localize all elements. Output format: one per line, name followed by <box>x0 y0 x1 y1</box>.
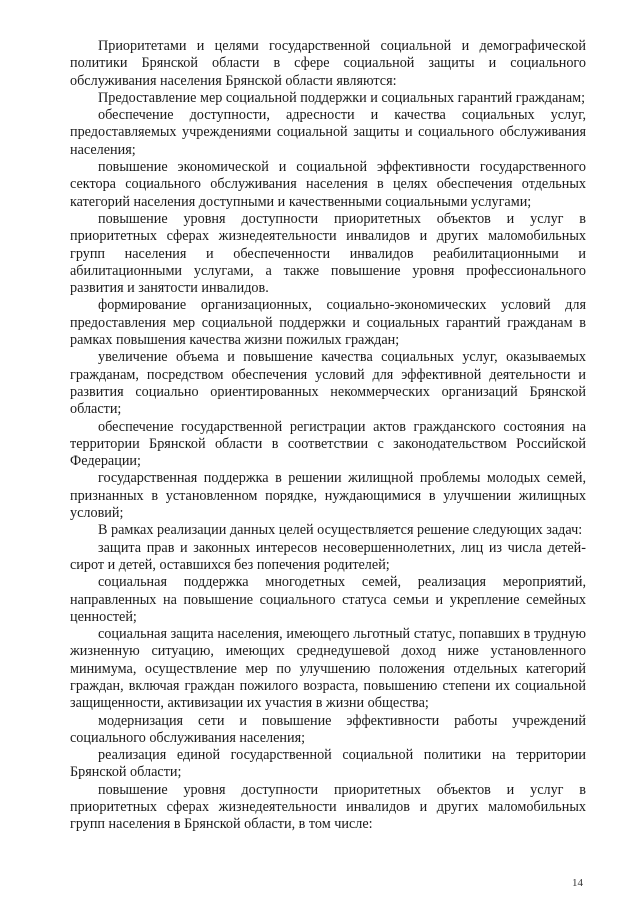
paragraph-disability-objects: повышение уровня доступности приоритетных объектов и услуг в приоритетных сферах жизнедеятельности инвалидов и других маломобильных групп населения в Брянской области, в том числе: <box>70 781 586 833</box>
document-body <box>70 38 586 834</box>
paragraph-network-modernization: модернизация сети и повышение эффективности работы учреждений социального обслуживания населения; <box>70 712 586 746</box>
paragraph-sector-efficiency: повышение экономической и социальной эффективности государственного сектора социального обслуживания населения в целях обеспечения отдельных категорий населения доступными и качественными социальными услугами; <box>70 159 586 210</box>
paragraph-elderly-conditions: формирование организационных, социально-экономических условий для предоставления мер социальной поддержки и социальных гарантий гражданам в рамках повышения качества жизни пожилых граждан; <box>70 297 586 349</box>
page-number: 14 <box>572 877 583 889</box>
paragraph-social-support: Предоставление мер социальной поддержки и социальных гарантий гражданам; <box>98 89 586 106</box>
paragraph-civil-registration: обеспечение государственной регистрации актов гражданского состояния на территории Брянской области в соответствии с законодательством Российской Федерации; <box>70 418 586 470</box>
paragraph-privileged-protection: социальная защита населения, имеющего льготный статус, попавших в трудную жизненную ситуацию, имеющих среднедушевой доход ниже установленного минимума, осуществление мер по улучшению положения отдельных категорий граждан, включая граждан пожилого возраста, повышению степени их социальной защищенности, активизации их участия в жизни общества; <box>70 626 586 712</box>
paragraph-service-accessibility: обеспечение доступности, адресности и качества социальных услуг, предоставляемых учреждениями социальной защиты и социального обслуживания населения; <box>70 107 586 158</box>
paragraph-young-families-housing: государственная поддержка в решении жилищной проблемы молодых семей, признанных в установленном порядке, нуждающимися в улучшении жилищных условий; <box>70 470 586 522</box>
paragraph-disability-accessibility: повышение уровня доступности приоритетных объектов и услуг в приоритетных сферах жизнедеятельности инвалидов и других маломобильных групп населения и обеспеченности инвалидов реабилитационными и абилитационными услугами, а также повышение уровня профессионального развития и занятости инвалидов. <box>70 210 586 297</box>
paragraph-nko-development: увеличение объема и повышение качества социальных услуг, оказываемых гражданам, посредством обеспечения условий для эффективной деятельности и развития социально ориентированных некоммерческих организаций Брянской области; <box>70 349 586 418</box>
paragraph-minors-protection: защита прав и законных интересов несовершеннолетних, лиц из числа детей-сирот и детей, оставшихся без попечения родителей; <box>70 539 586 573</box>
paragraph-unified-policy: реализация единой государственной социальной политики на территории Брянской области; <box>70 747 586 781</box>
paragraph-tasks-intro: В рамках реализации данных целей осуществляется решение следующих задач: <box>98 522 583 539</box>
paragraph-large-families: социальная поддержка многодетных семей, реализация мероприятий, направленных на повышение социального статуса семьи и укрепление семейных ценностей; <box>70 574 586 625</box>
paragraph-priorities-intro: Приоритетами и целями государственной социальной и демографической политики Брянской области в сфере социальной защиты и социального обслуживания населения Брянской области являются: <box>70 38 586 89</box>
